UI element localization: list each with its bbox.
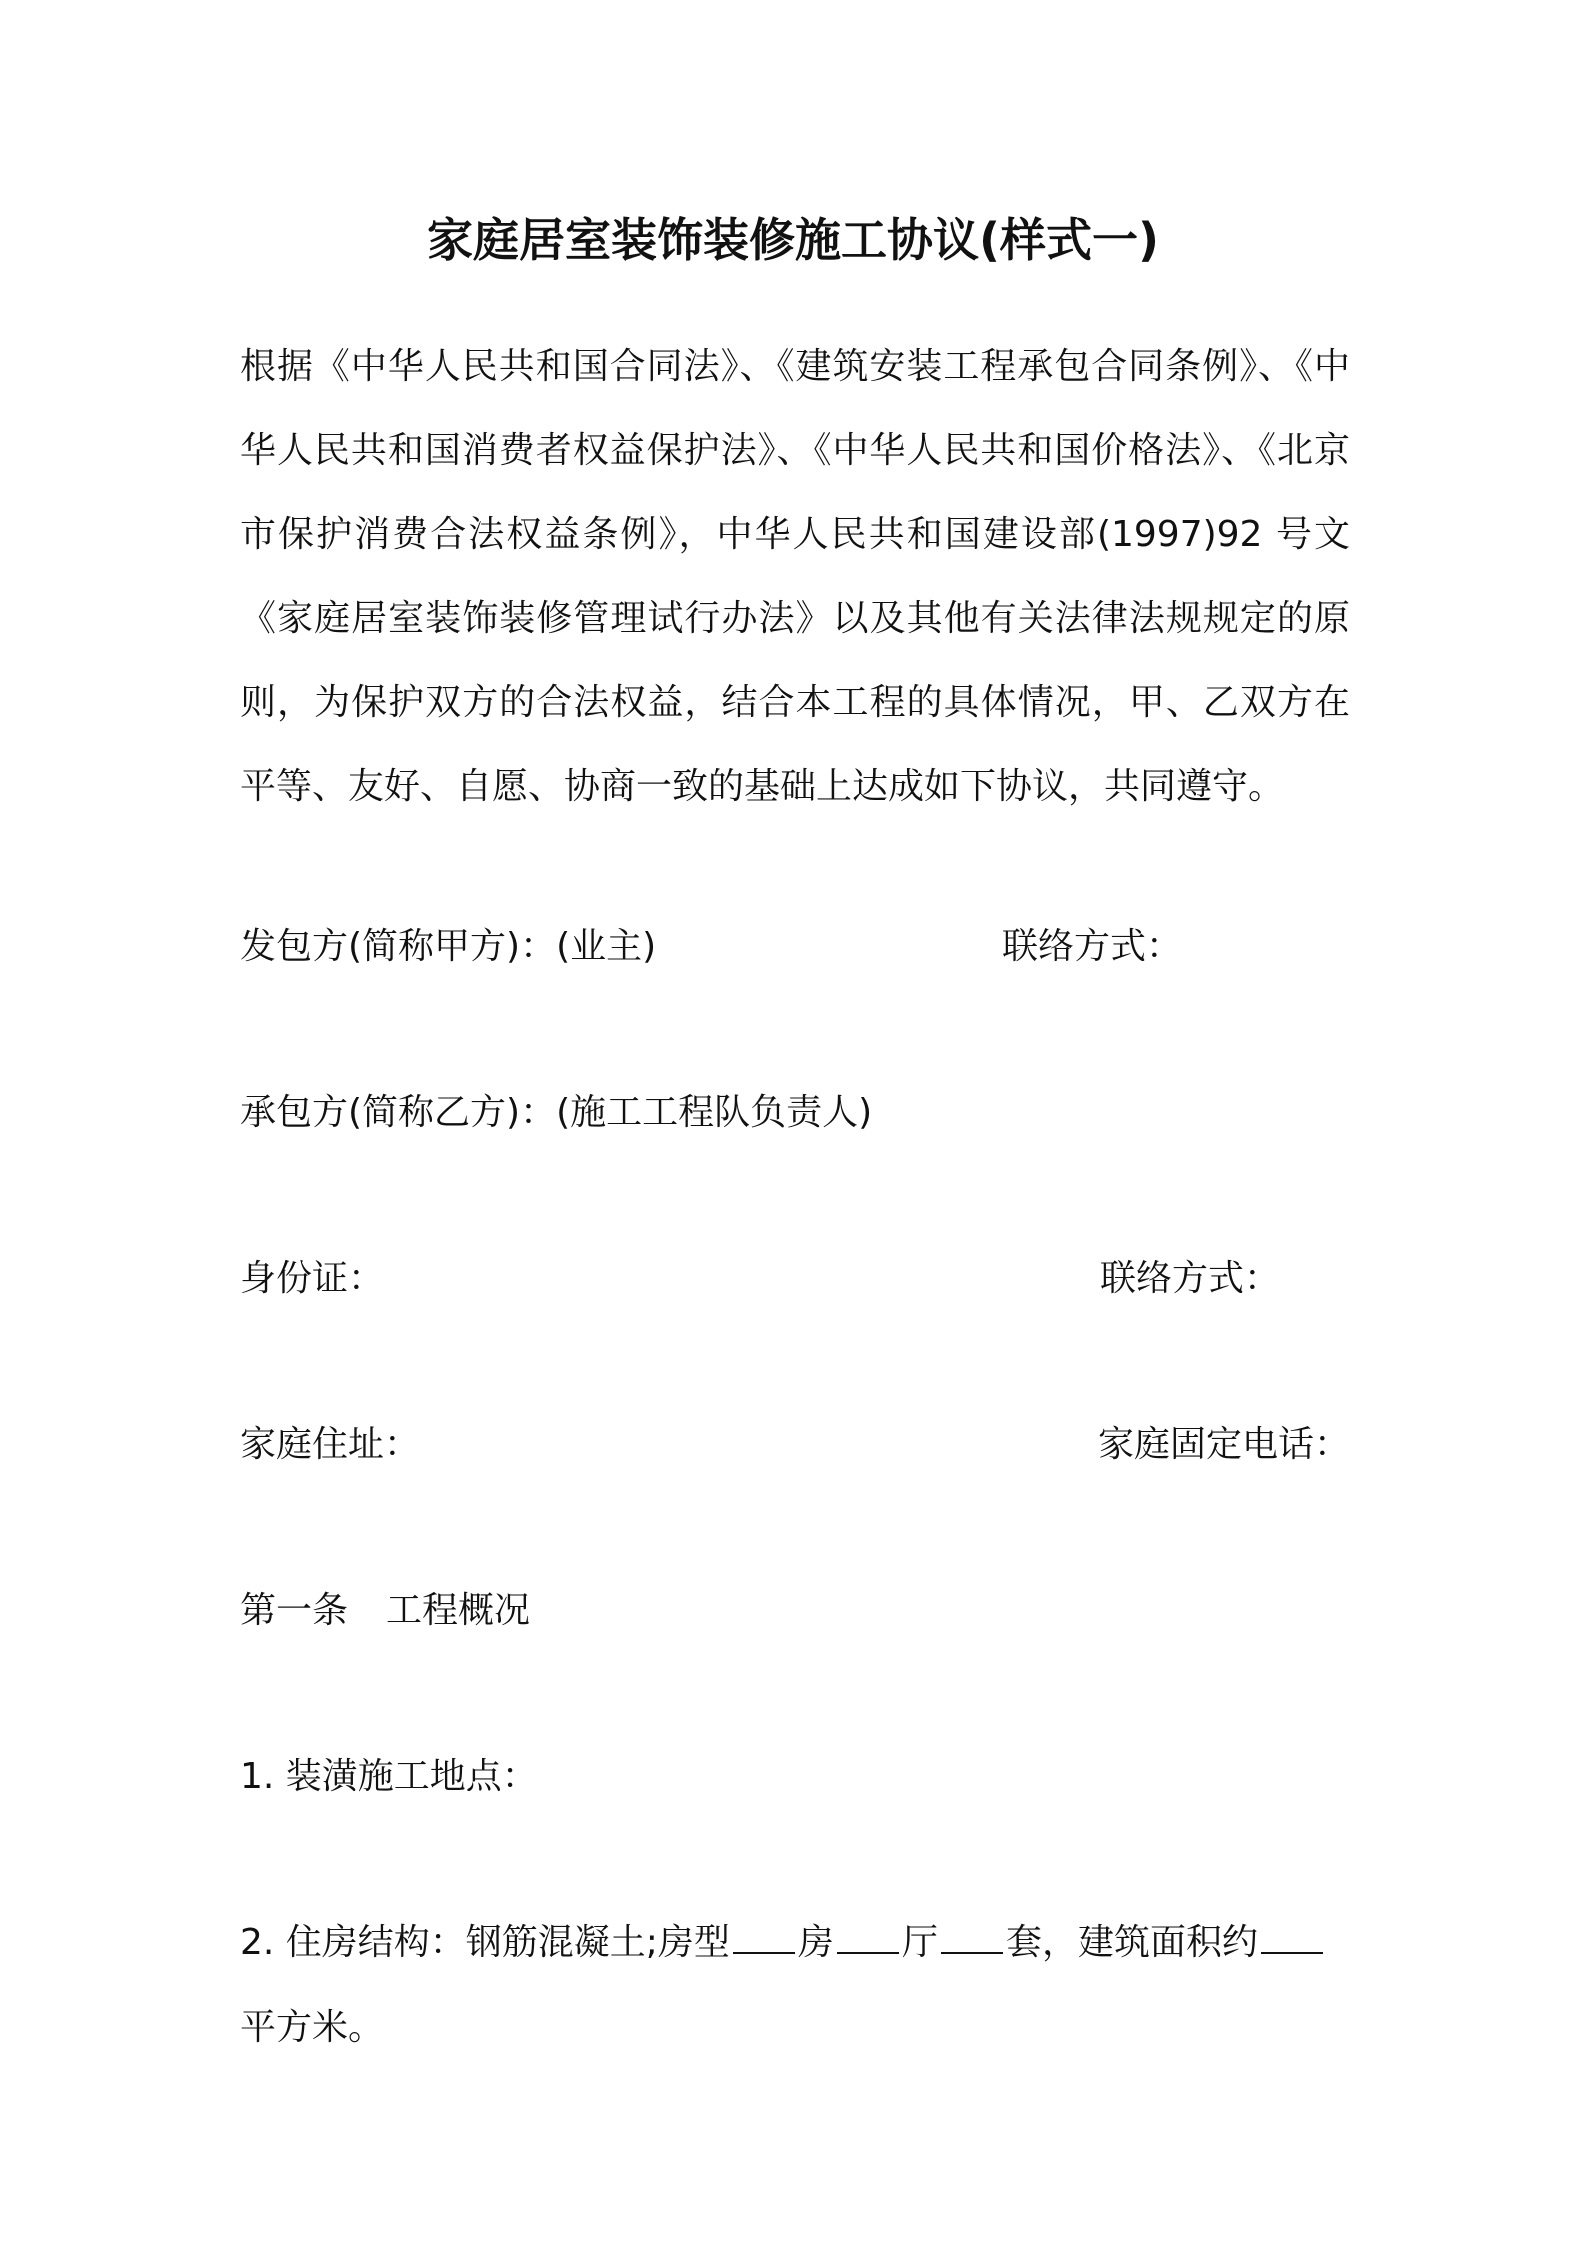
article-number: 第一条	[240, 1590, 349, 1631]
housing-structure-prefix: 2. 住房结构：钢筋混凝土;房型	[240, 1922, 730, 1963]
construction-location-label: 1. 装潢施工地点：	[240, 1756, 538, 1797]
party-a-contact-label: 联络方式：	[1002, 926, 1183, 967]
area-unit-text: 平方米。	[240, 2007, 385, 2048]
id-contact-label: 联络方式：	[1099, 1258, 1280, 1299]
area-unit-row	[240, 1993, 1350, 2063]
home-phone-label: 家庭固定电话：	[1097, 1424, 1350, 1465]
room-unit: 房	[797, 1922, 834, 1963]
halls-blank-line	[837, 1910, 899, 1954]
area-blank-line	[1261, 1910, 1323, 1954]
sets-blank-line	[941, 1910, 1003, 1954]
address-row	[240, 1410, 1350, 1480]
document-title: 家庭居室装饰装修施工协议(样式一)	[426, 213, 1160, 267]
intro-paragraph: 根据《中华人民共和国合同法》、《建筑安装工程承包合同条例》、《中华人民共和国消费者权益保护法》、《中华人民共和国价格法》、《北京市保护消费合法权益条例》，中华人民共和国建设部(1997)92 号文《家庭居室装饰装修管理试行办法》以及其他有关法律法规规定的原则，为保护双方的合法权益，结合本工程的具体情况，甲、乙双方在平等、友好、自愿、协商一致的基础上达成如下协议，共同遵守。	[240, 346, 1350, 807]
id-label: 身份证：	[240, 1258, 385, 1299]
rooms-blank-line	[733, 1910, 795, 1954]
party-a-row	[240, 912, 1350, 982]
address-label: 家庭住址：	[240, 1424, 421, 1465]
article-heading: 工程概况	[386, 1590, 531, 1631]
hall-unit: 厅	[901, 1922, 938, 1963]
article-one-heading-row	[240, 1576, 1350, 1646]
party-b-row	[240, 1078, 1350, 1148]
party-b-label: 承包方(简称乙方)：(施工工程队负责人)	[240, 1092, 873, 1133]
party-a-label: 发包方(简称甲方)：(业主)	[240, 926, 657, 967]
construction-location-row	[240, 1742, 1350, 1812]
set-and-area-text: 套，建筑面积约	[1005, 1922, 1258, 1963]
housing-structure-row	[240, 1908, 1350, 1978]
id-row	[240, 1244, 1350, 1314]
